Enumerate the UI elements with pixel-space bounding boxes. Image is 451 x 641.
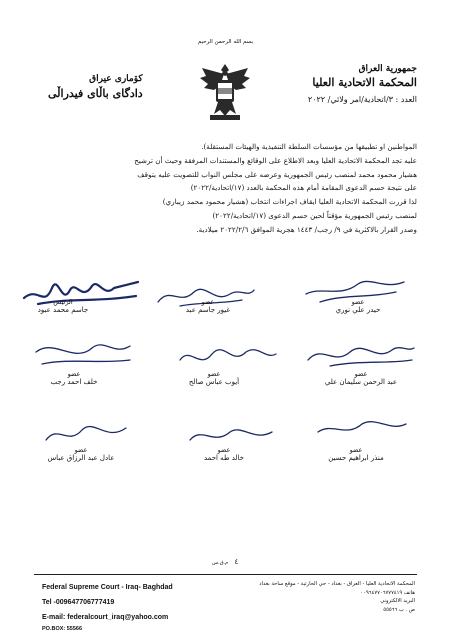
- body-line: لذا قررت المحكمة الاتحادية العليا ايقاف اجراءات انتخاب (هشيار محمود محمد زيباري): [162, 197, 417, 207]
- signatory-name: أيوب عباس صالح: [188, 378, 240, 386]
- body-line: هشيار محمود محمد لمنصب رئيس الجمهورية وعرضه على مجلس النواب للتصويت عليه يتوقف: [137, 169, 417, 179]
- signatory-5: [174, 370, 254, 386]
- footer-ar-email-label: البريد الالكتروني: [380, 598, 415, 604]
- case-number: العدد : ٣/اتحادية/امر ولائي/ ٢٠٢٢: [307, 95, 417, 104]
- signatory-title: الرئيس: [53, 298, 73, 306]
- footer-english: [42, 580, 173, 634]
- arabic-country: جمهورية العراق: [358, 64, 417, 74]
- kurdish-country: كۆماری عیراق: [89, 74, 143, 84]
- signatory-name: منذر ابراهيم حسين: [328, 454, 384, 462]
- body-line: على نتيجة حسم الدعوى المقامة أمام هذه المحكمة بالعدد (١٧/اتحادية/٢٠٢٢): [190, 183, 417, 193]
- signatory-name: عبد الرحمن سليمان علي: [324, 378, 398, 386]
- signatory-1: [28, 298, 98, 314]
- body-line: وصدر القرار بالاكثرية في ٩/ رجب/ ١٤٤٣ هجرية الموافق ٢٠٢٢/٢/٦ ميلادية.: [196, 224, 417, 234]
- body-line: المواطنين او تطبيقها من مؤسسات السلطة التنفيذية والهيئات المستقلة).: [201, 142, 417, 151]
- signatory-8: [184, 446, 264, 462]
- page-number: ٤ م.ق.س: [212, 558, 239, 566]
- signatory-name: غيور جاسم عبد: [185, 306, 231, 314]
- footer-pobox: PO.BOX: 55566: [42, 626, 83, 632]
- signatory-name: حيدر علي نوري: [335, 306, 381, 314]
- footer-arabic: [259, 580, 415, 614]
- body-line: عليه تجد المحكمة الاتحادية العليا وبعد الاطلاع على الوقائع والمستندات المرفقة وحيث أن ترشيح: [134, 155, 417, 165]
- footer-court: Federal Supreme Court - Iraq- Baghdad: [42, 584, 173, 591]
- iraq-emblem-icon: [196, 58, 254, 124]
- signatory-name: عادل عبد الرزاق عباس: [47, 454, 115, 462]
- signatory-title: عضو: [207, 370, 221, 378]
- signatory-title: عضو: [74, 446, 88, 454]
- signatory-7: [36, 446, 126, 462]
- signatory-6: [306, 370, 416, 386]
- signatory-title: عضو: [349, 446, 363, 454]
- signatory-title: عضو: [217, 446, 231, 454]
- signatory-title: عضو: [67, 370, 81, 378]
- footer-tel: Tel -009647706777419: [42, 599, 115, 606]
- signatory-title: عضو: [351, 298, 365, 306]
- kurdish-court-name: دادگای باڵای فیدراڵی: [48, 87, 143, 100]
- signatory-name: جاسم محمد عبود: [37, 306, 89, 314]
- signatory-name: خالد طه احمد: [203, 454, 245, 462]
- footer-email: E-mail: federalcourt_iraq@yahoo.com: [42, 614, 169, 621]
- signatory-3: [318, 298, 398, 314]
- bismillah: بسم الله الرحمن الرحيم: [197, 39, 254, 45]
- signatory-9: [316, 446, 396, 462]
- footer-ar-pobox: ص . ب ٥٥٥٦٦: [383, 606, 415, 613]
- arabic-header: [308, 64, 417, 104]
- body-line: لمنصب رئيس الجمهورية مؤقتاً لحين حسم الدعوى (١٧/اتحادية/٢٠٢٢): [212, 210, 417, 220]
- signatory-name: خلف احمد رجب: [50, 378, 98, 386]
- decision-body: [27, 140, 417, 237]
- signatory-4: [34, 370, 114, 386]
- footer-ar-address: المحكمة الاتحادية العليا - العراق - بغداد - حي الحارثية - موقع ساحة بغداد: [259, 581, 415, 587]
- signatory-title: عضو: [354, 370, 368, 378]
- signature-member: [310, 410, 410, 450]
- kurdish-header: [48, 74, 143, 100]
- signatory-2: [168, 298, 248, 314]
- footer-divider: [34, 574, 417, 575]
- signatory-title: عضو: [201, 298, 215, 306]
- footer-ar-phone: هاتف ٠٠٩٦٤٧٧٠٦٧٧٧٤١٩: [360, 589, 415, 596]
- arabic-court-name: المحكمة الاتحادية العليا: [312, 76, 417, 89]
